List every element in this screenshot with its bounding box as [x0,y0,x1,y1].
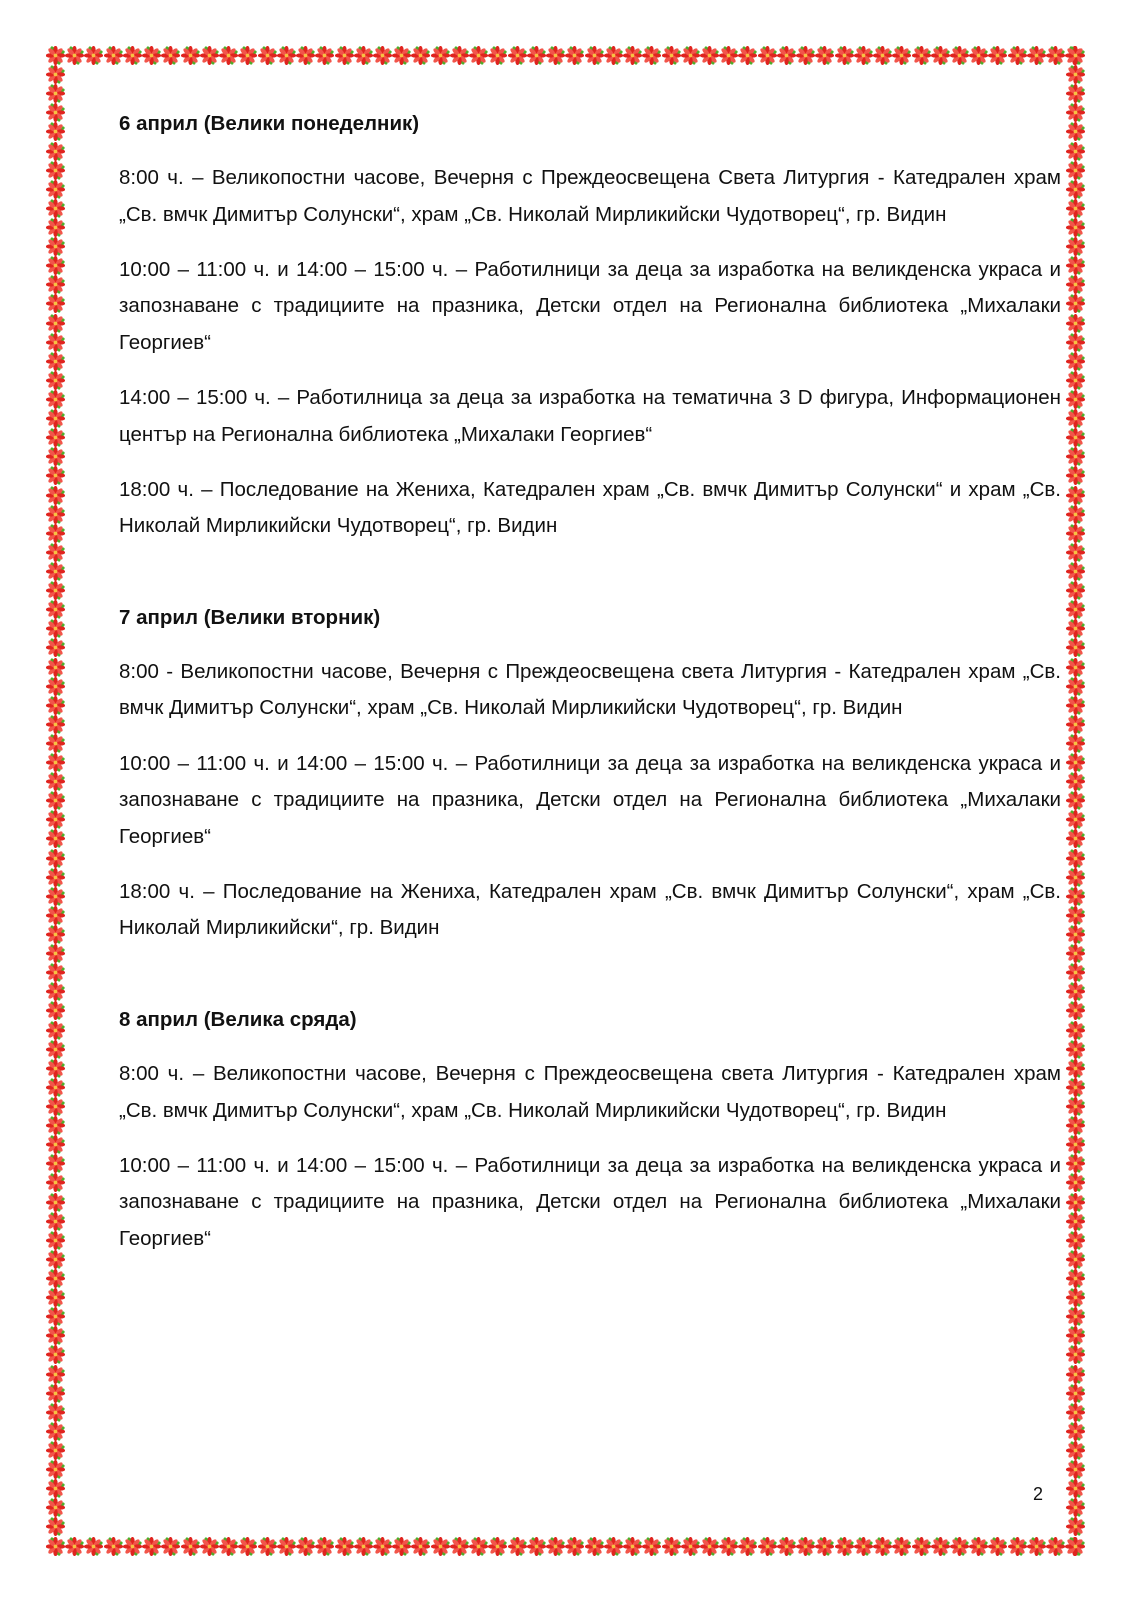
poinsettia-flower-icon [1066,906,1085,925]
poinsettia-flower-icon [931,1537,950,1556]
poinsettia-flower-icon [1066,868,1085,887]
day-section [119,1002,1061,1257]
poinsettia-flower-icon [1046,1537,1065,1556]
poinsettia-flower-icon [758,46,777,65]
day-heading: 8 април (Велика сряда) [119,1008,357,1031]
poinsettia-flower-icon [46,944,65,963]
poinsettia-flower-icon [1066,1078,1085,1097]
day-heading: 6 април (Велики понеделник) [119,112,420,135]
poinsettia-flower-icon [46,122,65,141]
poinsettia-flower-icon [46,1441,65,1460]
poinsettia-flower-icon [46,84,65,103]
poinsettia-flower-icon [181,46,200,65]
poinsettia-flower-icon [46,409,65,428]
poinsettia-flower-icon [1066,352,1085,371]
poinsettia-flower-icon [777,1537,796,1556]
poinsettia-flower-icon [546,1537,565,1556]
poinsettia-flower-icon [46,1384,65,1403]
poinsettia-flower-icon [46,1116,65,1135]
poinsettia-flower-icon [46,1173,65,1192]
poinsettia-flower-icon [585,1537,604,1556]
poinsettia-flower-icon [969,46,988,65]
decorative-border-top [46,46,1085,65]
poinsettia-flower-icon [46,1231,65,1250]
schedule-entry: 8:00 ч. – Великопостни часове, Вечерня с Преждеосвещена света Литургия - Катедрален храм „Св. вмчк Димитър Солунски“, храм „Св. Николай Мирликийски Чудотворец“, гр. Видин [119,1062,1061,1122]
poinsettia-flower-icon [1066,619,1085,638]
poinsettia-flower-icon [142,46,161,65]
poinsettia-flower-icon [315,1537,334,1556]
poinsettia-flower-icon [65,1537,84,1556]
poinsettia-flower-icon [46,1078,65,1097]
poinsettia-flower-icon [892,46,911,65]
poinsettia-flower-icon [46,619,65,638]
poinsettia-flower-icon [1066,696,1085,715]
poinsettia-flower-icon [46,65,65,84]
poinsettia-flower-icon [46,237,65,256]
poinsettia-flower-icon [46,1040,65,1059]
page-number: 2 [1032,1484,1043,1504]
poinsettia-flower-icon [469,1537,488,1556]
poinsettia-flower-icon [46,1097,65,1116]
poinsettia-flower-icon [1046,46,1065,65]
poinsettia-flower-icon [950,1537,969,1556]
poinsettia-flower-icon [46,982,65,1001]
poinsettia-flower-icon [738,1537,757,1556]
poinsettia-flower-icon [1066,1193,1085,1212]
poinsettia-flower-icon [1066,84,1085,103]
poinsettia-flower-icon [46,715,65,734]
poinsettia-flower-icon [1066,447,1085,466]
poinsettia-flower-icon [892,1537,911,1556]
poinsettia-flower-icon [1066,638,1085,657]
poinsettia-flower-icon [46,180,65,199]
poinsettia-flower-icon [219,46,238,65]
poinsettia-flower-icon [835,1537,854,1556]
poinsettia-flower-icon [1066,1231,1085,1250]
poinsettia-flower-icon [46,103,65,122]
poinsettia-flower-icon [1066,1269,1085,1288]
poinsettia-flower-icon [46,734,65,753]
poinsettia-flower-icon [1066,581,1085,600]
poinsettia-flower-icon [46,543,65,562]
poinsettia-flower-icon [1066,1135,1085,1154]
poinsettia-flower-icon [1066,1365,1085,1384]
poinsettia-flower-icon [354,1537,373,1556]
poinsettia-flower-icon [565,46,584,65]
poinsettia-flower-icon [46,1498,65,1517]
poinsettia-flower-icon [46,428,65,447]
poinsettia-flower-icon [1066,218,1085,237]
poinsettia-flower-icon [104,46,123,65]
poinsettia-flower-icon [1066,237,1085,256]
poinsettia-flower-icon [1066,658,1085,677]
poinsettia-flower-icon [738,46,757,65]
poinsettia-flower-icon [1066,543,1085,562]
poinsettia-flower-icon [662,46,681,65]
schedule-entry: 8:00 - Великопостни часове, Вечерня с Преждеосвещена света Литургия - Катедрален храм „Св. вмчк Димитър Солунски“, храм „Св. Николай Мирликийски Чудотворец“, гр. Видин [119,659,1061,720]
poinsettia-flower-icon [1066,734,1085,753]
poinsettia-flower-icon [46,581,65,600]
poinsettia-flower-icon [431,46,450,65]
poinsettia-flower-icon [123,1537,142,1556]
poinsettia-flower-icon [46,314,65,333]
poinsettia-flower-icon [46,1460,65,1479]
poinsettia-flower-icon [1066,753,1085,772]
poinsettia-flower-icon [450,46,469,65]
poinsettia-flower-icon [46,371,65,390]
poinsettia-flower-icon [296,1537,315,1556]
poinsettia-flower-icon [200,46,219,65]
poinsettia-flower-icon [931,46,950,65]
poinsettia-flower-icon [1066,390,1085,409]
poinsettia-flower-icon [1066,1001,1085,1020]
poinsettia-flower-icon [527,46,546,65]
poinsettia-flower-icon [1066,161,1085,180]
poinsettia-flower-icon [950,46,969,65]
poinsettia-flower-icon [46,1269,65,1288]
poinsettia-flower-icon [46,791,65,810]
schedule-entry: 18:00 ч. – Последование на Жениха, Катедрален храм „Св. вмчк Димитър Солунски“, храм „Св. Николай Мирликийски“, гр. Видин [119,879,1061,940]
poinsettia-flower-icon [411,1537,430,1556]
poinsettia-flower-icon [46,352,65,371]
poinsettia-flower-icon [373,1537,392,1556]
poinsettia-flower-icon [988,46,1007,65]
poinsettia-flower-icon [46,333,65,352]
poinsettia-flower-icon [65,46,84,65]
poinsettia-flower-icon [46,925,65,944]
poinsettia-flower-icon [1008,1537,1027,1556]
poinsettia-flower-icon [1066,944,1085,963]
poinsettia-flower-icon [161,46,180,65]
poinsettia-flower-icon [142,1537,161,1556]
poinsettia-flower-icon [277,1537,296,1556]
poinsettia-flower-icon [1066,1021,1085,1040]
poinsettia-flower-icon [354,46,373,65]
poinsettia-flower-icon [46,1326,65,1345]
poinsettia-flower-icon [1066,524,1085,543]
poinsettia-flower-icon [508,1537,527,1556]
poinsettia-flower-icon [1066,199,1085,218]
poinsettia-flower-icon [1066,772,1085,791]
decorative-border-bottom [46,1537,1085,1556]
poinsettia-flower-icon [854,1537,873,1556]
poinsettia-flower-icon [46,199,65,218]
poinsettia-flower-icon [1066,1479,1085,1498]
poinsettia-flower-icon [46,1517,65,1536]
poinsettia-flower-icon [1066,1537,1085,1556]
poinsettia-flower-icon [1066,1345,1085,1364]
poinsettia-flower-icon [796,1537,815,1556]
poinsettia-flower-icon [1066,466,1085,485]
poinsettia-flower-icon [1066,562,1085,581]
poinsettia-flower-icon [219,1537,238,1556]
poinsettia-flower-icon [912,46,931,65]
poinsettia-flower-icon [46,256,65,275]
poinsettia-flower-icon [700,46,719,65]
poinsettia-flower-icon [46,868,65,887]
poinsettia-flower-icon [46,658,65,677]
poinsettia-flower-icon [46,1250,65,1269]
poinsettia-flower-icon [1066,1173,1085,1192]
poinsettia-flower-icon [46,1212,65,1231]
poinsettia-flower-icon [46,142,65,161]
poinsettia-flower-icon [46,1135,65,1154]
poinsettia-flower-icon [642,1537,661,1556]
poinsettia-flower-icon [258,1537,277,1556]
poinsettia-flower-icon [488,1537,507,1556]
poinsettia-flower-icon [1066,1517,1085,1536]
poinsettia-flower-icon [1066,122,1085,141]
poinsettia-flower-icon [392,46,411,65]
poinsettia-flower-icon [1066,677,1085,696]
poinsettia-flower-icon [315,46,334,65]
poinsettia-flower-icon [46,524,65,543]
poinsettia-flower-icon [469,46,488,65]
poinsettia-flower-icon [527,1537,546,1556]
poinsettia-flower-icon [46,1154,65,1173]
poinsettia-flower-icon [623,46,642,65]
schedule-entry: 8:00 ч. – Великопостни часове, Вечерня с Преждеосвещена Света Литургия - Катедрален храм „Св. вмчк Димитър Солунски“, храм „Св. Николай Мирликийски Чудотворец“, гр. Видин [119,166,1061,226]
poinsettia-flower-icon [1066,486,1085,505]
poinsettia-flower-icon [1066,1250,1085,1269]
poinsettia-flower-icon [604,46,623,65]
poinsettia-flower-icon [84,1537,103,1556]
poinsettia-flower-icon [1066,963,1085,982]
poinsettia-flower-icon [46,466,65,485]
poinsettia-flower-icon [854,46,873,65]
poinsettia-flower-icon [912,1537,931,1556]
poinsettia-flower-icon [1066,887,1085,906]
poinsettia-flower-icon [1066,275,1085,294]
poinsettia-flower-icon [1066,1059,1085,1078]
poinsettia-flower-icon [1066,1422,1085,1441]
poinsettia-flower-icon [796,46,815,65]
poinsettia-flower-icon [1066,1441,1085,1460]
poinsettia-flower-icon [585,46,604,65]
poinsettia-flower-icon [450,1537,469,1556]
poinsettia-flower-icon [546,46,565,65]
poinsettia-flower-icon [46,161,65,180]
poinsettia-flower-icon [1066,1384,1085,1403]
poinsettia-flower-icon [335,46,354,65]
poinsettia-flower-icon [1066,1040,1085,1059]
poinsettia-flower-icon [46,677,65,696]
poinsettia-flower-icon [46,1059,65,1078]
poinsettia-flower-icon [1066,1403,1085,1422]
poinsettia-flower-icon [258,46,277,65]
poinsettia-flower-icon [1008,46,1027,65]
poinsettia-flower-icon [1066,256,1085,275]
poinsettia-flower-icon [662,1537,681,1556]
poinsettia-flower-icon [681,1537,700,1556]
poinsettia-flower-icon [565,1537,584,1556]
poinsettia-flower-icon [46,1001,65,1020]
poinsettia-flower-icon [46,1422,65,1441]
poinsettia-flower-icon [758,1537,777,1556]
poinsettia-flower-icon [1066,1326,1085,1345]
poinsettia-flower-icon [873,46,892,65]
poinsettia-flower-icon [1066,1498,1085,1517]
poinsettia-flower-icon [104,1537,123,1556]
poinsettia-flower-icon [1066,409,1085,428]
poinsettia-flower-icon [988,1537,1007,1556]
poinsettia-flower-icon [46,1365,65,1384]
poinsettia-flower-icon [181,1537,200,1556]
poinsettia-flower-icon [46,1288,65,1307]
poinsettia-flower-icon [1066,294,1085,313]
poinsettia-flower-icon [46,638,65,657]
poinsettia-flower-icon [604,1537,623,1556]
poinsettia-flower-icon [46,1479,65,1498]
poinsettia-flower-icon [835,46,854,65]
poinsettia-flower-icon [46,562,65,581]
poinsettia-flower-icon [1066,715,1085,734]
poinsettia-flower-icon [1066,791,1085,810]
schedule-entry: 10:00 – 11:00 ч. и 14:00 – 15:00 ч. – Работилници за деца за изработка на великденска украса и запознаване с традициите на празника, Детски отдел на Регионална библиотека „Михалаки Георгиев“ [119,257,1061,354]
poinsettia-flower-icon [200,1537,219,1556]
poinsettia-flower-icon [46,829,65,848]
poinsettia-flower-icon [46,1403,65,1422]
schedule-entry: 10:00 – 11:00 ч. и 14:00 – 15:00 ч. – Работилници за деца за изработка на великденска украса и запознаване с традициите на празника, Детски отдел на Регионална библиотека „Михалаки Георгиев“ [119,1153,1061,1250]
poinsettia-flower-icon [46,810,65,829]
poinsettia-flower-icon [46,1537,65,1556]
poinsettia-flower-icon [1066,1288,1085,1307]
poinsettia-flower-icon [1066,1460,1085,1479]
poinsettia-flower-icon [277,46,296,65]
schedule-entry: 18:00 ч. – Последование на Жениха, Катедрален храм „Св. вмчк Димитър Солунски“ и храм „Св. Николай Мирликийски Чудотворец“, гр. Видин [119,477,1061,538]
poinsettia-flower-icon [488,46,507,65]
poinsettia-flower-icon [1066,849,1085,868]
poinsettia-flower-icon [777,46,796,65]
day-section [119,600,1061,947]
poinsettia-flower-icon [719,1537,738,1556]
poinsettia-flower-icon [84,46,103,65]
decorative-border-right [1066,46,1085,1556]
poinsettia-flower-icon [46,600,65,619]
poinsettia-flower-icon [46,963,65,982]
poinsettia-flower-icon [46,1021,65,1040]
schedule-entry: 14:00 – 15:00 ч. – Работилница за деца за изработка на тематична 3 D фигура, Информационен център на Регионална библиотека „Михалаки Георгиев“ [119,385,1061,446]
poinsettia-flower-icon [873,1537,892,1556]
poinsettia-flower-icon [1066,428,1085,447]
poinsettia-flower-icon [681,46,700,65]
poinsettia-flower-icon [1066,982,1085,1001]
poinsettia-flower-icon [373,46,392,65]
poinsettia-flower-icon [46,887,65,906]
poinsettia-flower-icon [123,46,142,65]
poinsettia-flower-icon [411,46,430,65]
poinsettia-flower-icon [335,1537,354,1556]
poinsettia-flower-icon [1066,1097,1085,1116]
poinsettia-flower-icon [1066,1212,1085,1231]
poinsettia-flower-icon [623,1537,642,1556]
poinsettia-flower-icon [238,46,257,65]
poinsettia-flower-icon [1066,1154,1085,1173]
poinsettia-flower-icon [46,753,65,772]
poinsettia-flower-icon [1066,810,1085,829]
decorative-border-left [46,46,65,1556]
poinsettia-flower-icon [1066,1307,1085,1326]
poinsettia-flower-icon [1066,333,1085,352]
poinsettia-flower-icon [46,46,65,65]
poinsettia-flower-icon [1066,829,1085,848]
poinsettia-flower-icon [46,1307,65,1326]
poinsettia-flower-icon [392,1537,411,1556]
poinsettia-flower-icon [1066,600,1085,619]
poinsettia-flower-icon [1066,103,1085,122]
poinsettia-flower-icon [700,1537,719,1556]
poinsettia-flower-icon [46,390,65,409]
poinsettia-flower-icon [1066,1116,1085,1135]
poinsettia-flower-icon [296,46,315,65]
poinsettia-flower-icon [1066,180,1085,199]
poinsettia-flower-icon [1027,46,1046,65]
poinsettia-flower-icon [46,772,65,791]
poinsettia-flower-icon [46,906,65,925]
poinsettia-flower-icon [815,46,834,65]
poinsettia-flower-icon [1066,505,1085,524]
day-section [119,106,1061,545]
poinsettia-flower-icon [46,505,65,524]
poinsettia-flower-icon [1027,1537,1046,1556]
poinsettia-flower-icon [1066,142,1085,161]
poinsettia-flower-icon [969,1537,988,1556]
poinsettia-flower-icon [46,218,65,237]
poinsettia-flower-icon [46,294,65,313]
poinsettia-flower-icon [238,1537,257,1556]
poinsettia-flower-icon [1066,46,1085,65]
poinsettia-flower-icon [46,849,65,868]
poinsettia-flower-icon [46,486,65,505]
schedule-entry: 10:00 – 11:00 ч. и 14:00 – 15:00 ч. – Работилници за деца за изработка на великденска украса и запознаване с традициите на празника, Детски отдел на Регионална библиотека „Михалаки Георгиев“ [119,751,1061,848]
poinsettia-flower-icon [431,1537,450,1556]
poinsettia-flower-icon [46,696,65,715]
day-heading: 7 април (Велики вторник) [119,605,381,629]
poinsettia-flower-icon [642,46,661,65]
poinsettia-flower-icon [1066,371,1085,390]
poinsettia-flower-icon [815,1537,834,1556]
poinsettia-flower-icon [1066,925,1085,944]
poinsettia-flower-icon [508,46,527,65]
poinsettia-flower-icon [1066,314,1085,333]
schedule-content [119,106,1061,1257]
poinsettia-flower-icon [46,1193,65,1212]
poinsettia-flower-icon [46,447,65,466]
poinsettia-flower-icon [161,1537,180,1556]
poinsettia-flower-icon [1066,65,1085,84]
poinsettia-flower-icon [46,1345,65,1364]
poinsettia-flower-icon [719,46,738,65]
poinsettia-flower-icon [46,275,65,294]
